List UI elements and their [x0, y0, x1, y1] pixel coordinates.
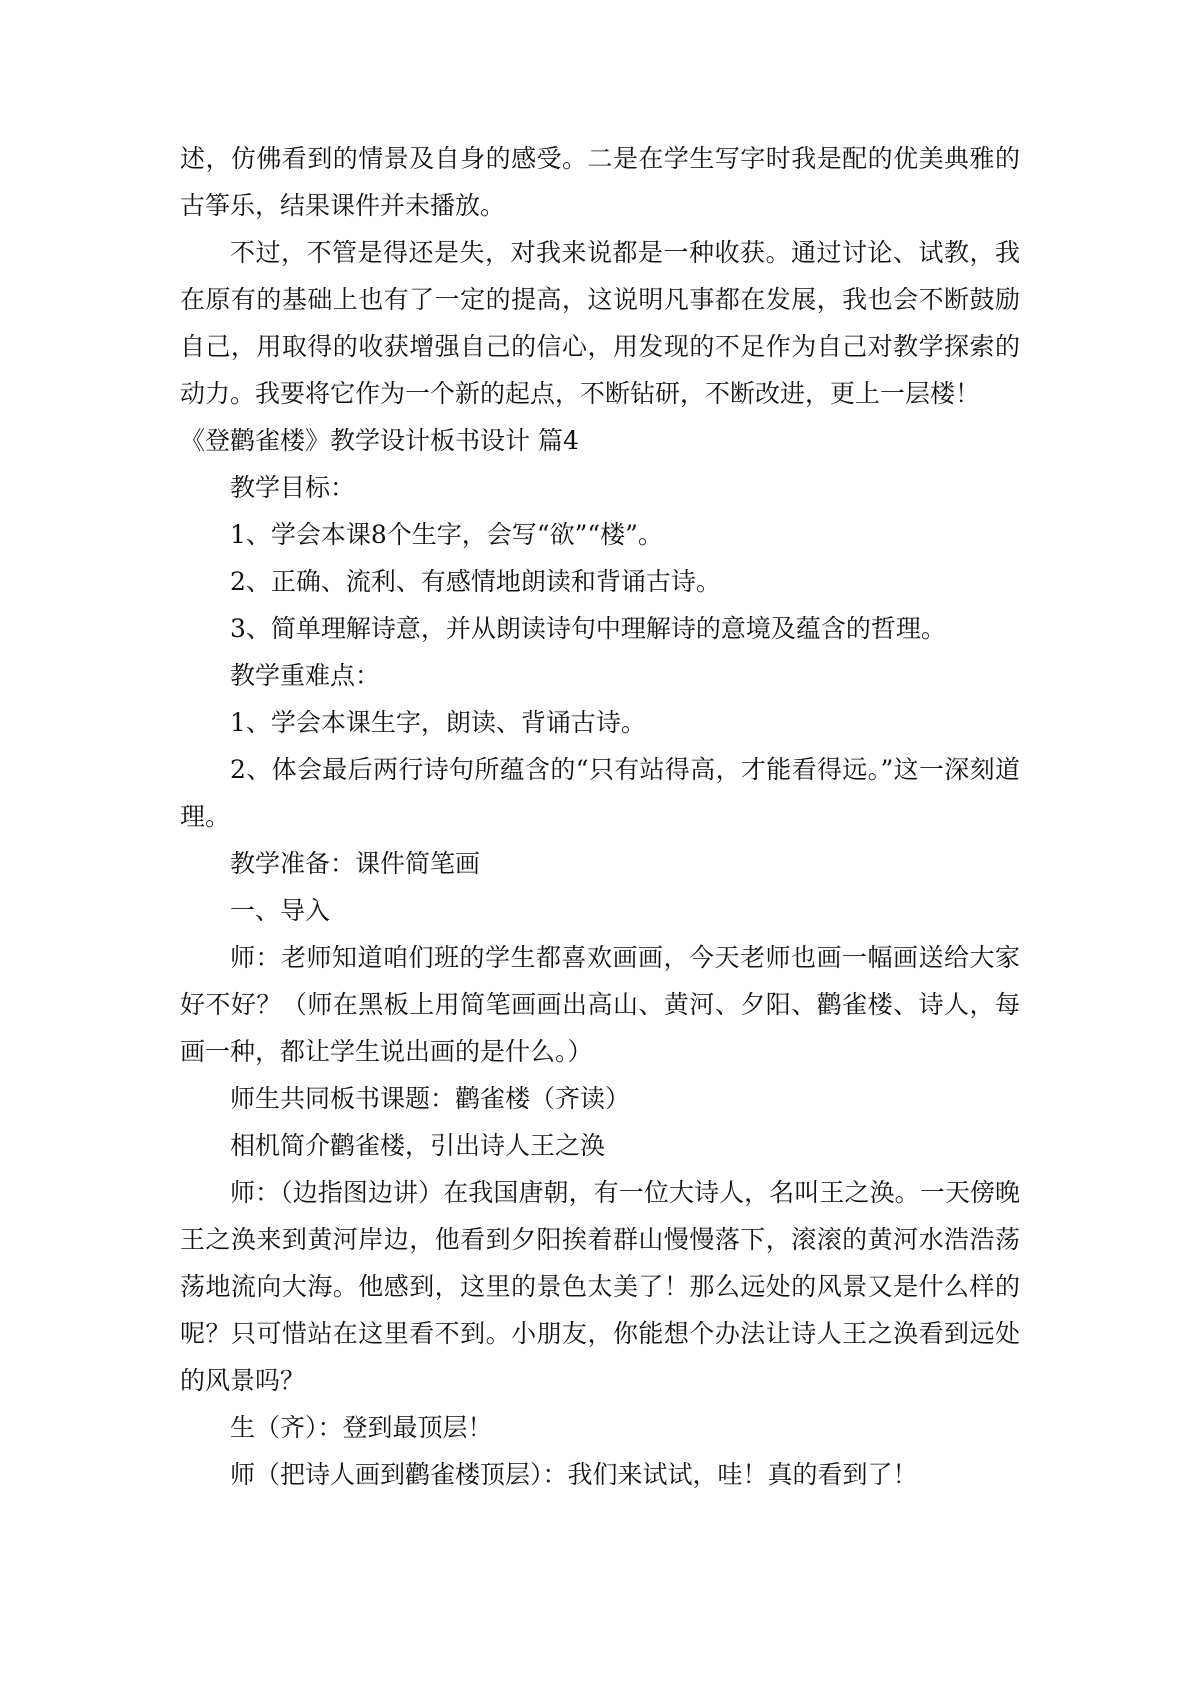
teacher-speech-1: 师：老师知道咱们班的学生都喜欢画画，今天老师也画一幅画送给大家好不好？（师在黑板上用简笔画画出高山、黄河、夕阳、鹳雀楼、诗人，每画一种，都让学生说出画的是什么。） [180, 943, 1020, 1066]
paragraph-reflection: 不过，不管是得还是失，对我来说都是一种收获。通过讨论、试教，我在原有的基础上也有了一定的提高，这说明凡事都在发展，我也会不断鼓励自己，用取得的收获增强自己的信心，用发现的不足作为自己对教学探索的动力。我要将它作为一个新的起点，不断钻研，不断改进，更上一层楼！ [180, 238, 1020, 408]
student-response: 生（齐）：登到最顶层！ [230, 1413, 493, 1442]
goal-item-2: 2、正确、流利、有感情地朗读和背诵古诗。 [230, 567, 721, 596]
teacher-speech-2: 师：（边指图边讲）在我国唐朝，有一位大诗人，名叫王之涣。一天傍晚王之涣来到黄河岸边，他看到夕阳挨着群山慢慢落下，滚滚的黄河水浩浩荡荡地流向大海。他感到，这里的景色太美了！那么远处的风景又是什么样的呢？只可惜站在这里看不到。小朋友，你能想个办法让诗人王之涣看到远处的风景吗？ [180, 1178, 1020, 1395]
section-heading: 《登鹳雀楼》教学设计板书设计 篇4 [180, 426, 579, 455]
paragraph-continuation: 述，仿佛看到的情景及自身的感受。二是在学生写字时我是配的优美典雅的古筝乐，结果课件并未播放。 [180, 144, 1020, 220]
document-page [180, 135, 1020, 1498]
teacher-speech-3: 师（把诗人画到鹳雀楼顶层）：我们来试试，哇！真的看到了！ [230, 1460, 918, 1489]
key-point-2: 2、体会最后两行诗句所蕴含的“只有站得高，才能看得远。”这一深刻道理。 [180, 755, 1020, 831]
step-introduction: 一、导入 [230, 896, 331, 925]
board-title: 师生共同板书课题：鹳雀楼（齐读） [230, 1084, 631, 1113]
teaching-preparation: 教学准备：课件简笔画 [230, 849, 481, 878]
key-point-1: 1、学会本课生字，朗读、背诵古诗。 [230, 708, 646, 737]
poet-introduction: 相机简介鹳雀楼，引出诗人王之涣 [230, 1131, 606, 1160]
teaching-goals-label: 教学目标： [230, 473, 356, 502]
key-points-label: 教学重难点： [230, 661, 381, 690]
goal-item-3: 3、简单理解诗意，并从朗读诗句中理解诗的意境及蕴含的哲理。 [230, 614, 946, 643]
goal-item-1: 1、学会本课8个生字，会写“欲”“楼”。 [230, 520, 663, 549]
